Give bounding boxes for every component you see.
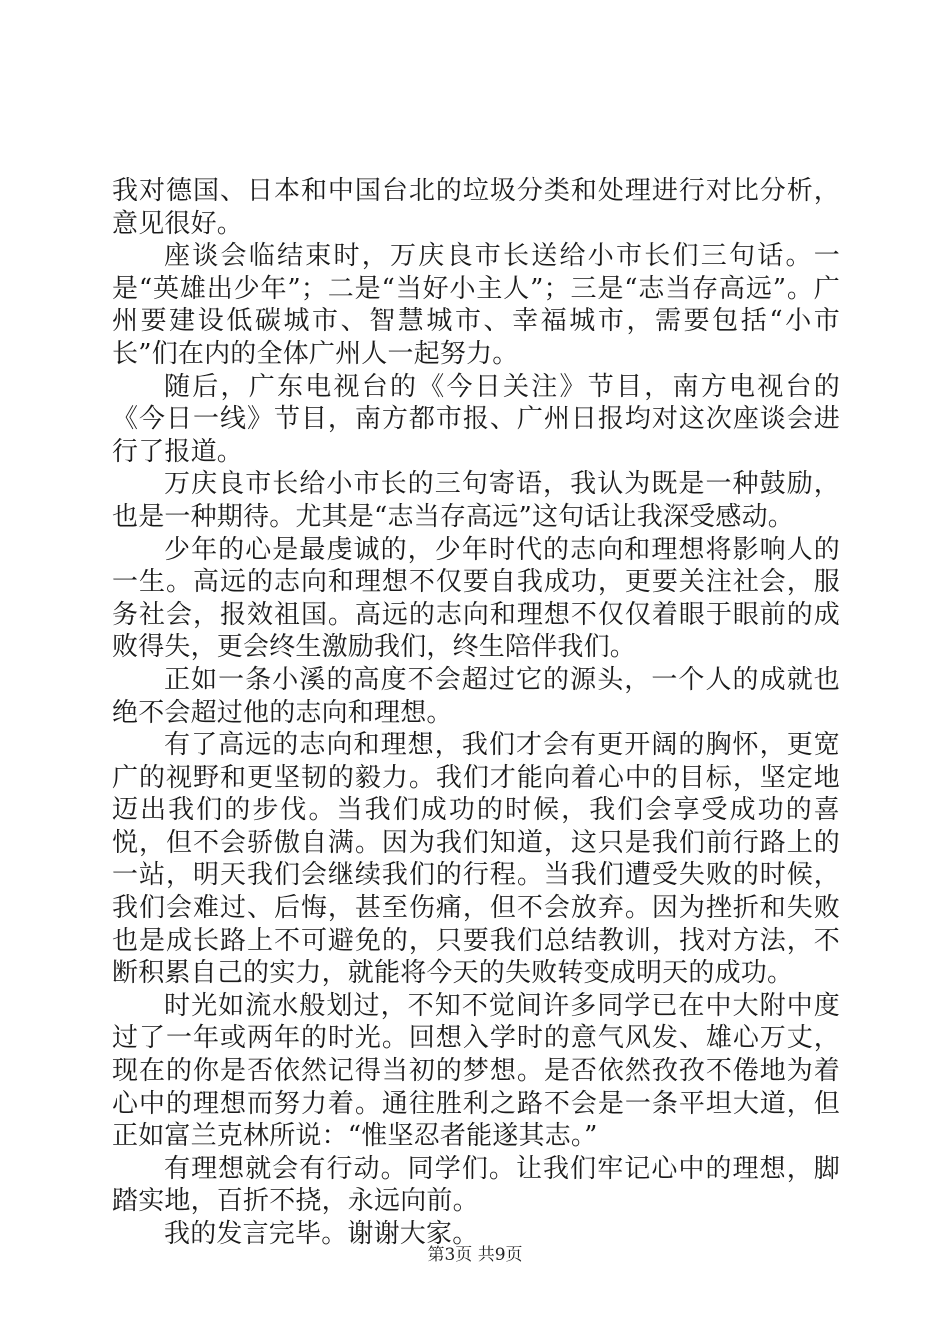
document-body — [112, 175, 840, 1251]
paragraph-7: 有了高远的志向和理想，我们才会有更开阔的胸怀，更宽广的视野和更坚韧的毅力。我们才能向着心中的目标，坚定地迈出我们的步伐。当我们成功的时候，我们会享受成功的喜悦，但不会骄傲自满。因为我们知道，这只是我们前行路上的一站，明天我们会继续我们的行程。当我们遭受失败的时候，我们会难过、后悔，甚至伤痛，但不会放弃。因为挫折和失败也是成长路上不可避免的，只要我们总结教训，找对方法，不断积累自己的实力，就能将今天的失败转变成明天的成功。 — [112, 730, 840, 989]
paragraph-2: 座谈会临结束时，万庆良市长送给小市长们三句话。一是“英雄出少年”；二是“当好小主人”；三是“志当存高远”。广州要建设低碳城市、智慧城市、幸福城市，需要包括“小市长”们在内的全体广州人一起努力。 — [112, 241, 840, 369]
page-number-footer: 第3页 共9页 — [427, 1245, 523, 1265]
paragraph-8: 时光如流水般划过，不知不觉间许多同学已在中大附中度过了一年或两年的时光。回想入学时的意气风发、雄心万丈，现在的你是否依然记得当初的梦想。是否依然孜孜不倦地为着心中的理想而努力着。通往胜利之路不会是一条平坦大道，但正如富兰克林所说：“惟坚忍者能遂其志。” — [112, 990, 840, 1152]
paragraph-6: 正如一条小溪的高度不会超过它的源头，一个人的成就也绝不会超过他的志向和理想。 — [112, 664, 840, 728]
paragraph-3: 随后，广东电视台的《今日关注》节目，南方电视台的《今日一线》节目，南方都市报、广州日报均对这次座谈会进行了报道。 — [112, 371, 840, 467]
paragraph-4: 万庆良市长给小市长的三句寄语，我认为既是一种鼓励，也是一种期待。尤其是“志当存高远”这句话让我深受感动。 — [112, 469, 840, 532]
paragraph-9: 有理想就会有行动。同学们。让我们牢记心中的理想，脚踏实地，百折不挠，永远向前。 — [112, 1153, 840, 1217]
paragraph-10: 我的发言完毕。谢谢大家。 — [164, 1219, 479, 1249]
paragraph-1: 我对德国、日本和中国台北的垃圾分类和处理进行对比分析，意见很好。 — [112, 176, 840, 239]
paragraph-5: 少年的心是最虔诚的，少年时代的志向和理想将影响人的一生。高远的志向和理想不仅要自我成功，更要关注社会，服务社会，报效祖国。高远的志向和理想不仅仅着眼于眼前的成败得失，更会终生激励我们，终生陪伴我们。 — [112, 534, 840, 663]
